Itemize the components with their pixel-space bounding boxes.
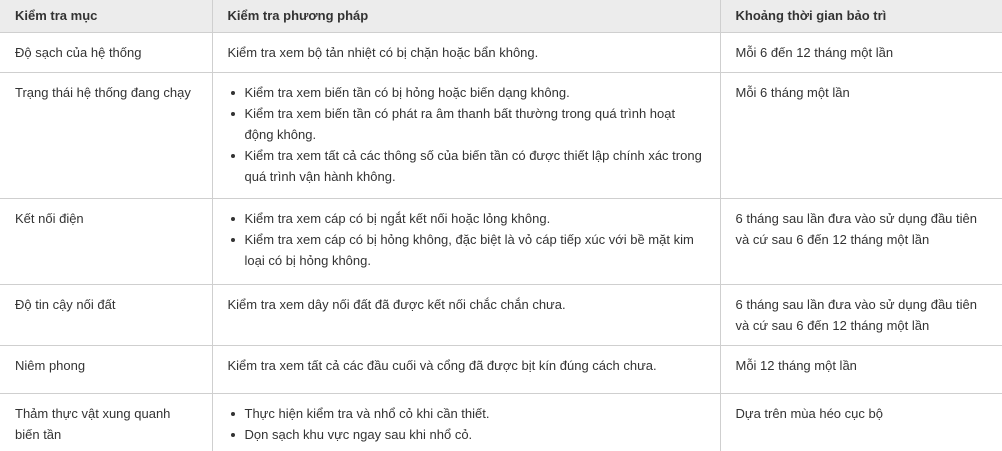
table-row	[0, 72, 1002, 198]
interval-cell: 6 tháng sau lần đưa vào sử dụng đầu tiên và cứ sau 6 đến 12 tháng một lần	[720, 284, 1002, 345]
check-method-cell: Kiểm tra xem tất cả các đầu cuối và cổng đã được bịt kín đúng cách chưa.	[212, 345, 720, 393]
check-item-cell: Độ tin cậy nối đất	[0, 284, 212, 345]
header-check-method: Kiểm tra phương pháp	[212, 0, 720, 32]
interval-cell: Mỗi 12 tháng một lần	[720, 345, 1002, 393]
method-list-item: Kiểm tra xem biến tần có bị hỏng hoặc biến dạng không.	[228, 82, 705, 103]
method-list-item: Dọn sạch khu vực ngay sau khi nhổ cỏ.	[228, 424, 705, 445]
interval-cell: 6 tháng sau lần đưa vào sử dụng đầu tiên và cứ sau 6 đến 12 tháng một lần	[720, 198, 1002, 284]
method-list	[228, 82, 705, 187]
method-list	[228, 208, 705, 271]
check-method-cell	[212, 198, 720, 284]
table-header-row	[0, 0, 1002, 32]
interval-cell: Dựa trên mùa héo cục bộ	[735, 405, 883, 421]
check-item-cell: Kết nối điện	[0, 198, 212, 284]
check-item-cell: Thảm thực vật xung quanh biến tần	[0, 393, 212, 451]
table-row	[0, 284, 1002, 345]
check-method-cell: Kiểm tra xem dây nối đất đã được kết nối chắc chắn chưa.	[212, 284, 720, 345]
table-row	[0, 198, 1002, 284]
method-list-item: Kiểm tra xem cáp có bị ngắt kết nối hoặc lỏng không.	[228, 208, 705, 229]
check-item-cell: Trạng thái hệ thống đang chạy	[0, 72, 212, 198]
method-list-item: Kiểm tra xem cáp có bị hỏng không, đặc biệt là vỏ cáp tiếp xúc với bề mặt kim loại có bị hỏng không.	[228, 229, 705, 271]
method-list-item: Thực hiện kiểm tra và nhổ cỏ khi cần thiết.	[228, 403, 705, 424]
table-row	[0, 32, 1002, 72]
method-list-item: Kiểm tra xem tất cả các thông số của biến tần có được thiết lập chính xác trong quá trình vận hành không.	[228, 145, 705, 187]
check-item-cell: Niêm phong	[0, 345, 212, 393]
interval-cell: Mỗi 6 tháng một lần	[720, 72, 1002, 198]
check-method-cell: Kiểm tra xem bộ tản nhiệt có bị chặn hoặc bẩn không.	[212, 32, 720, 72]
check-method-cell	[212, 393, 720, 451]
table-row	[0, 393, 1002, 451]
interval-cell: Mỗi 6 đến 12 tháng một lần	[720, 32, 1002, 72]
header-maintenance-interval: Khoảng thời gian bảo trì	[720, 0, 1002, 32]
method-list-item: Kiểm tra xem biến tần có phát ra âm thanh bất thường trong quá trình hoạt động không.	[228, 103, 705, 145]
table-row	[0, 345, 1002, 393]
method-list	[228, 403, 705, 445]
check-method-cell	[212, 72, 720, 198]
check-item-cell: Độ sạch của hệ thống	[0, 32, 212, 72]
header-check-item: Kiểm tra mục	[0, 0, 212, 32]
